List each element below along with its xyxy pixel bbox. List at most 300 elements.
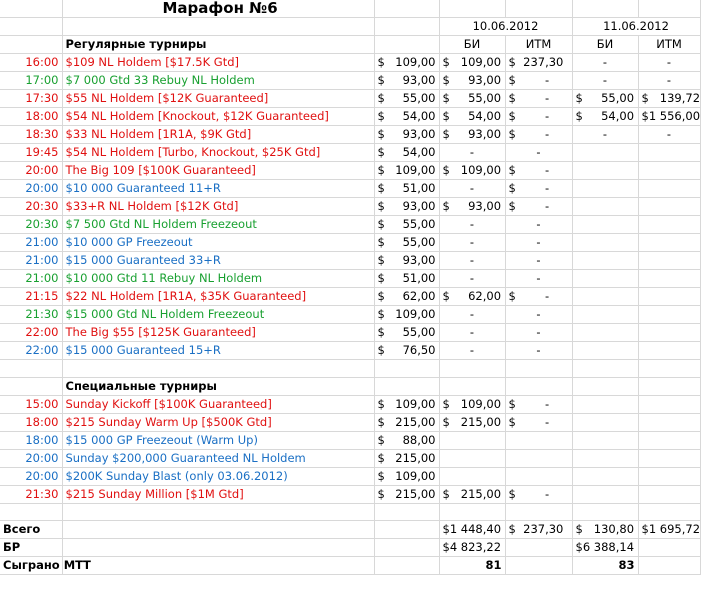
currency-sign: $ — [377, 432, 385, 447]
currency-sign: $ — [377, 127, 385, 142]
buyin-value: 76,50 — [402, 343, 436, 358]
tournament-row — [0, 252, 700, 270]
buyin-wrap — [378, 108, 436, 125]
day1-bi-cell[interactable]: $ 109,00 — [439, 162, 505, 180]
buyin-value: 54,00 — [402, 109, 436, 124]
day1-bi-cell[interactable] — [439, 449, 505, 467]
buyin-cell[interactable] — [374, 413, 439, 431]
day1-itm-cell[interactable]: - — [505, 216, 572, 234]
buyin-wrap — [378, 324, 436, 341]
day1-bi-cell[interactable]: - — [439, 342, 505, 360]
empty-cell[interactable] — [62, 539, 374, 557]
day2-bi-cell[interactable] — [572, 395, 638, 413]
empty-cell[interactable] — [62, 503, 374, 521]
tournament-name[interactable]: $15 000 Guaranteed 15+R — [62, 342, 374, 360]
tournament-row — [0, 198, 700, 216]
totals-d1-bi-cell[interactable]: 81 — [439, 557, 505, 575]
buyin-wrap — [378, 306, 436, 323]
day2-bi-cell[interactable] — [572, 144, 638, 162]
time-cell[interactable]: 21:00 — [0, 234, 62, 252]
day1-itm-cell[interactable]: - — [505, 342, 572, 360]
buyin-cell[interactable] — [374, 270, 439, 288]
empty-cell[interactable] — [572, 377, 638, 395]
buyin-value: 93,00 — [402, 253, 436, 268]
tournament-name[interactable]: $215 Sunday Million [$1M Gtd] — [62, 485, 374, 503]
day1-bi-cell[interactable]: - — [439, 216, 505, 234]
empty-cell[interactable] — [439, 360, 505, 378]
day1-bi-cell[interactable]: - — [439, 180, 505, 198]
tournament-row — [0, 270, 700, 288]
time-cell[interactable]: 20:30 — [0, 198, 62, 216]
buyin-wrap — [378, 180, 436, 197]
buyin-wrap — [378, 144, 436, 161]
day2-bi-cell[interactable] — [572, 180, 638, 198]
time-cell[interactable]: 21:15 — [0, 288, 62, 306]
empty-cell[interactable] — [0, 377, 62, 395]
day1-itm-cell[interactable]: - — [505, 234, 572, 252]
totals-d1-bi-cell[interactable]: $4 823,22 — [439, 539, 505, 557]
currency-sign: $ — [377, 199, 385, 214]
day2-itm-cell[interactable]: - — [638, 54, 700, 72]
buyin-cell[interactable] — [374, 216, 439, 234]
buyin-value: 109,00 — [395, 163, 436, 178]
day2-itm-cell[interactable] — [638, 485, 700, 503]
day1-bi-cell[interactable]: $ 93,00 — [439, 72, 505, 90]
totals-row — [0, 521, 700, 539]
tournament-row — [0, 324, 700, 342]
day2-itm-cell[interactable] — [638, 324, 700, 342]
totals-d2-itm-cell[interactable]: $1 695,72 — [638, 521, 700, 539]
sheet-title[interactable]: Марафон №6 — [62, 0, 374, 18]
day2-bi-cell[interactable] — [572, 324, 638, 342]
tournament-row — [0, 431, 700, 449]
tournament-row — [0, 342, 700, 360]
currency-sign: $ — [377, 307, 385, 322]
day2-itm-cell[interactable] — [638, 198, 700, 216]
day2-itm-cell[interactable] — [638, 342, 700, 360]
tournament-row — [0, 126, 700, 144]
buyin-wrap — [378, 198, 436, 215]
tournament-name[interactable]: $200K Sunday Blast (only 03.06.2012) — [62, 467, 374, 485]
day2-itm-cell[interactable] — [638, 252, 700, 270]
currency-sign: $ — [377, 396, 385, 411]
empty-cell[interactable] — [505, 360, 572, 378]
day2-bi-cell[interactable]: - — [572, 54, 638, 72]
empty-cell[interactable] — [439, 377, 505, 395]
buyin-value: 62,00 — [402, 289, 436, 304]
spacer-row — [0, 360, 700, 378]
spacer-row — [0, 503, 700, 521]
day1-itm-cell[interactable] — [505, 449, 572, 467]
time-cell[interactable]: 20:00 — [0, 180, 62, 198]
currency-sign: $ — [377, 343, 385, 358]
tournament-name[interactable]: $7 000 Gtd 33 Rebuy NL Holdem — [62, 72, 374, 90]
buyin-value: 88,00 — [402, 432, 436, 447]
buyin-value: 55,00 — [402, 325, 436, 340]
buyin-value: 109,00 — [395, 396, 436, 411]
empty-cell[interactable] — [62, 360, 374, 378]
time-cell[interactable]: 21:00 — [0, 270, 62, 288]
buyin-value: 109,00 — [395, 307, 436, 322]
currency-sign: $ — [377, 145, 385, 160]
day1-bi-cell[interactable] — [439, 467, 505, 485]
day1-itm-cell[interactable]: $ - — [505, 72, 572, 90]
day2-bi-cell[interactable]: $ 55,00 — [572, 90, 638, 108]
tournament-name[interactable]: $109 NL Holdem [$17.5K Gtd] — [62, 54, 374, 72]
day2-bi-cell[interactable] — [572, 449, 638, 467]
empty-cell[interactable] — [374, 557, 439, 575]
section-special-row — [0, 377, 700, 395]
day1-bi-cell[interactable]: $ 109,00 — [439, 54, 505, 72]
empty-cell[interactable] — [505, 377, 572, 395]
buyin-cell[interactable] — [374, 180, 439, 198]
empty-cell[interactable] — [572, 503, 638, 521]
tournament-row — [0, 234, 700, 252]
currency-sign: $ — [377, 450, 385, 465]
tournament-name[interactable]: $55 NL Holdem [$12K Guaranteed] — [62, 90, 374, 108]
buyin-cell[interactable] — [374, 342, 439, 360]
day1-bi-cell[interactable]: - — [439, 252, 505, 270]
buyin-cell[interactable] — [374, 54, 439, 72]
day1-bi-cell[interactable]: - — [439, 324, 505, 342]
buyin-value: 215,00 — [395, 450, 436, 465]
time-cell[interactable]: 16:00 — [0, 54, 62, 72]
totals-d2-itm-cell[interactable] — [638, 539, 700, 557]
time-cell[interactable]: 20:00 — [0, 467, 62, 485]
day1-bi-cell[interactable]: $ 215,00 — [439, 413, 505, 431]
day2-bi-cell[interactable]: - — [572, 126, 638, 144]
time-cell[interactable]: 18:00 — [0, 431, 62, 449]
day1-bi-cell[interactable]: $ 54,00 — [439, 108, 505, 126]
section-regular-label[interactable]: Регулярные турниры — [62, 36, 374, 54]
buyin-wrap — [378, 450, 436, 467]
empty-cell[interactable] — [374, 360, 439, 378]
day1-bi-cell[interactable]: $ 215,00 — [439, 485, 505, 503]
buyin-value: 215,00 — [395, 414, 436, 429]
buyin-wrap — [378, 72, 436, 89]
day2-bi-cell[interactable] — [572, 288, 638, 306]
buyin-wrap — [378, 234, 436, 251]
tournament-name[interactable]: $215 Sunday Warm Up [$500K Gtd] — [62, 413, 374, 431]
totals-d1-itm-cell[interactable] — [505, 557, 572, 575]
tournament-name[interactable]: $10 000 Guaranteed 11+R — [62, 180, 374, 198]
day2-bi-cell[interactable] — [572, 467, 638, 485]
day2-itm-cell[interactable] — [638, 162, 700, 180]
buyin-wrap — [378, 162, 436, 179]
time-cell[interactable]: 15:00 — [0, 395, 62, 413]
empty-cell[interactable] — [0, 360, 62, 378]
tournament-name[interactable]: $15 000 GP Freezeout (Warm Up) — [62, 431, 374, 449]
day2-bi-cell[interactable] — [572, 216, 638, 234]
tournament-name[interactable]: $10 000 GP Freezeout — [62, 234, 374, 252]
buyin-value: 55,00 — [402, 91, 436, 106]
buyin-cell[interactable] — [374, 395, 439, 413]
day2-bi-cell[interactable] — [572, 413, 638, 431]
currency-sign: $ — [377, 414, 385, 429]
day1-itm-cell[interactable]: - — [505, 324, 572, 342]
totals-row — [0, 557, 700, 575]
day1-itm-cell[interactable] — [505, 467, 572, 485]
buyin-cell[interactable] — [374, 198, 439, 216]
buyin-cell[interactable] — [374, 126, 439, 144]
tournament-name[interactable]: $15 000 Guaranteed 33+R — [62, 252, 374, 270]
buyin-value: 215,00 — [395, 486, 436, 501]
buyin-value: 93,00 — [402, 199, 436, 214]
day2-bi-cell[interactable] — [572, 162, 638, 180]
buyin-cell[interactable] — [374, 324, 439, 342]
day2-itm-cell[interactable] — [638, 180, 700, 198]
buyin-cell[interactable] — [374, 288, 439, 306]
day1-itm-cell[interactable]: - — [505, 144, 572, 162]
buyin-cell[interactable] — [374, 252, 439, 270]
buyin-wrap — [378, 126, 436, 143]
tournament-name[interactable]: $22 NL Holdem [1R1A, $35K Guaranteed] — [62, 288, 374, 306]
day2-itm-cell[interactable] — [638, 449, 700, 467]
tournament-row — [0, 90, 700, 108]
time-cell[interactable]: 22:00 — [0, 324, 62, 342]
time-cell[interactable]: 21:30 — [0, 485, 62, 503]
day1-bi-cell[interactable]: $ 93,00 — [439, 198, 505, 216]
day2-itm-cell[interactable] — [638, 467, 700, 485]
tournament-row — [0, 485, 700, 503]
buyin-value: 109,00 — [395, 55, 436, 70]
tournament-name[interactable]: The Big 109 [$100K Guaranteed] — [62, 162, 374, 180]
day1-itm-cell[interactable]: $ - — [505, 108, 572, 126]
buyin-wrap — [378, 216, 436, 233]
day2-itm-cell[interactable] — [638, 216, 700, 234]
currency-sign: $ — [377, 325, 385, 340]
currency-sign: $ — [377, 73, 385, 88]
day2-itm-cell[interactable]: - — [638, 126, 700, 144]
buyin-wrap — [378, 288, 436, 305]
day2-bi-cell[interactable] — [572, 252, 638, 270]
day1-bi-cell[interactable]: - — [439, 144, 505, 162]
buyin-value: 51,00 — [402, 181, 436, 196]
empty-cell[interactable] — [439, 503, 505, 521]
totals-row — [0, 539, 700, 557]
day1-itm-cell[interactable]: $ - — [505, 288, 572, 306]
day1-bi-cell[interactable]: - — [439, 234, 505, 252]
time-cell[interactable]: 21:30 — [0, 306, 62, 324]
tournament-name[interactable]: $33 NL Holdem [1R1A, $9K Gtd] — [62, 126, 374, 144]
buyin-value: 93,00 — [402, 73, 436, 88]
empty-cell[interactable] — [505, 503, 572, 521]
tournament-name[interactable]: Sunday Kickoff [$100K Guaranteed] — [62, 395, 374, 413]
time-cell[interactable]: 18:30 — [0, 126, 62, 144]
day1-itm-cell[interactable]: $ - — [505, 180, 572, 198]
empty-cell[interactable] — [638, 503, 700, 521]
day1-itm-cell[interactable]: - — [505, 252, 572, 270]
day2-bi-cell[interactable] — [572, 234, 638, 252]
totals-d2-itm-cell[interactable] — [638, 557, 700, 575]
buyin-cell[interactable] — [374, 144, 439, 162]
day2-itm-cell[interactable]: - — [638, 72, 700, 90]
empty-cell[interactable] — [638, 377, 700, 395]
day2-bi-cell[interactable] — [572, 198, 638, 216]
day2-bi-cell[interactable] — [572, 306, 638, 324]
day1-bi-cell[interactable]: $ 62,00 — [439, 288, 505, 306]
tournament-row — [0, 306, 700, 324]
day1-itm-cell[interactable]: - — [505, 270, 572, 288]
tournament-name[interactable]: $54 NL Holdem [Knockout, $12K Guaranteed] — [62, 108, 374, 126]
subheader-itm-2[interactable]: ИТМ — [638, 36, 700, 54]
time-cell[interactable]: 18:00 — [0, 413, 62, 431]
buyin-wrap — [378, 414, 436, 431]
buyin-value: 93,00 — [402, 127, 436, 142]
buyin-value: 109,00 — [395, 468, 436, 483]
tournament-row — [0, 413, 700, 431]
time-cell[interactable]: 18:00 — [0, 108, 62, 126]
tournament-row — [0, 162, 700, 180]
totals-label[interactable]: БР — [0, 539, 62, 557]
day2-itm-cell[interactable]: $1 556,00 — [638, 108, 700, 126]
tournament-row — [0, 108, 700, 126]
buyin-cell[interactable] — [374, 467, 439, 485]
currency-sign: $ — [377, 289, 385, 304]
empty-cell[interactable] — [638, 360, 700, 378]
buyin-wrap — [378, 468, 436, 485]
currency-sign: $ — [377, 253, 385, 268]
day1-itm-cell[interactable] — [505, 431, 572, 449]
day2-bi-cell[interactable] — [572, 270, 638, 288]
day2-itm-cell[interactable] — [638, 413, 700, 431]
totals-d2-bi-cell[interactable]: $6 388,14 — [572, 539, 638, 557]
day1-itm-cell[interactable]: $ - — [505, 162, 572, 180]
time-cell[interactable]: 17:00 — [0, 72, 62, 90]
empty-cell[interactable] — [374, 503, 439, 521]
buyin-cell[interactable] — [374, 485, 439, 503]
buyin-cell[interactable] — [374, 306, 439, 324]
empty-cell[interactable] — [572, 360, 638, 378]
time-cell[interactable]: 20:30 — [0, 216, 62, 234]
totals-d2-bi-cell[interactable]: $ 130,80 — [572, 521, 638, 539]
day2-bi-cell[interactable]: - — [572, 72, 638, 90]
totals-d1-itm-cell[interactable] — [505, 539, 572, 557]
day2-itm-cell[interactable] — [638, 395, 700, 413]
currency-sign: $ — [377, 109, 385, 124]
buyin-value: 54,00 — [402, 145, 436, 160]
currency-sign: $ — [377, 181, 385, 196]
tournament-name[interactable]: $54 NL Holdem [Turbo, Knockout, $25K Gtd] — [62, 144, 374, 162]
tournament-row — [0, 72, 700, 90]
section-special-label[interactable]: Специальные турниры — [62, 377, 374, 395]
tournament-name[interactable]: $33+R NL Holdem [$12K Gtd] — [62, 198, 374, 216]
buyin-cell[interactable] — [374, 234, 439, 252]
currency-sign: $ — [377, 271, 385, 286]
buyin-cell[interactable] — [374, 431, 439, 449]
day1-bi-cell[interactable]: $ 109,00 — [439, 395, 505, 413]
day1-bi-cell[interactable]: $ 55,00 — [439, 90, 505, 108]
date-1[interactable]: 10.06.2012 — [439, 18, 572, 36]
time-cell[interactable]: 22:00 — [0, 342, 62, 360]
currency-sign: $ — [377, 55, 385, 70]
day1-itm-cell[interactable]: $ - — [505, 126, 572, 144]
empty-cell[interactable] — [374, 377, 439, 395]
day2-itm-cell[interactable] — [638, 288, 700, 306]
day2-itm-cell[interactable]: $ 139,72 — [638, 90, 700, 108]
buyin-cell[interactable] — [374, 449, 439, 467]
tournament-row — [0, 144, 700, 162]
day1-itm-cell[interactable]: $ - — [505, 413, 572, 431]
date-2[interactable]: 11.06.2012 — [572, 18, 700, 36]
time-cell[interactable]: 20:00 — [0, 162, 62, 180]
totals-d2-bi-cell[interactable]: 83 — [572, 557, 638, 575]
title-row — [0, 0, 700, 18]
day2-bi-cell[interactable] — [572, 485, 638, 503]
day2-itm-cell[interactable] — [638, 431, 700, 449]
tournament-row — [0, 180, 700, 198]
day2-itm-cell[interactable] — [638, 270, 700, 288]
day1-bi-cell[interactable]: $ 93,00 — [439, 126, 505, 144]
day1-bi-cell[interactable] — [439, 431, 505, 449]
tournament-name[interactable]: $10 000 Gtd 11 Rebuy NL Holdem — [62, 270, 374, 288]
tournament-row — [0, 449, 700, 467]
time-cell[interactable]: 20:00 — [0, 449, 62, 467]
subheader-bi-2[interactable]: БИ — [572, 36, 638, 54]
buyin-cell[interactable] — [374, 162, 439, 180]
day2-itm-cell[interactable] — [638, 234, 700, 252]
day1-bi-cell[interactable]: - — [439, 270, 505, 288]
empty-cell[interactable] — [62, 557, 374, 575]
buyin-cell[interactable] — [374, 72, 439, 90]
currency-sign: $ — [377, 217, 385, 232]
empty-cell[interactable] — [0, 503, 62, 521]
buyin-wrap — [378, 252, 436, 269]
time-cell[interactable]: 19:45 — [0, 144, 62, 162]
buyin-cell[interactable] — [374, 108, 439, 126]
time-cell[interactable]: 21:00 — [0, 252, 62, 270]
day1-bi-cell[interactable]: - — [439, 306, 505, 324]
buyin-wrap — [378, 396, 436, 413]
empty-cell[interactable] — [374, 521, 439, 539]
totals-label[interactable]: Сыграно МТТ — [0, 557, 62, 575]
day2-itm-cell[interactable] — [638, 144, 700, 162]
empty-cell[interactable] — [374, 539, 439, 557]
date-row — [0, 18, 700, 36]
day1-itm-cell[interactable]: $ 237,30 — [505, 54, 572, 72]
day2-bi-cell[interactable] — [572, 431, 638, 449]
buyin-wrap — [378, 90, 436, 107]
day1-itm-cell[interactable]: $ - — [505, 90, 572, 108]
time-cell[interactable]: 17:30 — [0, 90, 62, 108]
day1-itm-cell[interactable]: $ - — [505, 395, 572, 413]
tournament-name[interactable]: The Big $55 [$125K Guaranteed] — [62, 324, 374, 342]
day2-bi-cell[interactable] — [572, 342, 638, 360]
day2-bi-cell[interactable]: $ 54,00 — [572, 108, 638, 126]
tournament-row — [0, 216, 700, 234]
buyin-cell[interactable] — [374, 90, 439, 108]
tournament-name[interactable]: $7 500 Gtd NL Holdem Freezeout — [62, 216, 374, 234]
subheader-itm-1[interactable]: ИТМ — [505, 36, 572, 54]
buyin-wrap — [378, 270, 436, 287]
totals-label[interactable]: Всего — [0, 521, 62, 539]
totals-d1-bi-cell[interactable]: $1 448,40 — [439, 521, 505, 539]
empty-cell[interactable] — [62, 521, 374, 539]
subheader-bi-1[interactable]: БИ — [439, 36, 505, 54]
buyin-wrap — [378, 486, 436, 503]
day1-itm-cell[interactable]: - — [505, 306, 572, 324]
section-regular-row — [0, 36, 700, 54]
day1-itm-cell[interactable]: $ - — [505, 485, 572, 503]
tournament-row — [0, 467, 700, 485]
currency-sign: $ — [377, 468, 385, 483]
day2-itm-cell[interactable] — [638, 306, 700, 324]
tournament-name[interactable]: $15 000 Gtd NL Holdem Freezeout — [62, 306, 374, 324]
totals-d1-itm-cell[interactable]: $ 237,30 — [505, 521, 572, 539]
currency-sign: $ — [377, 486, 385, 501]
day1-itm-cell[interactable]: $ - — [505, 198, 572, 216]
tournament-name[interactable]: Sunday $200,000 Guaranteed NL Holdem — [62, 449, 374, 467]
